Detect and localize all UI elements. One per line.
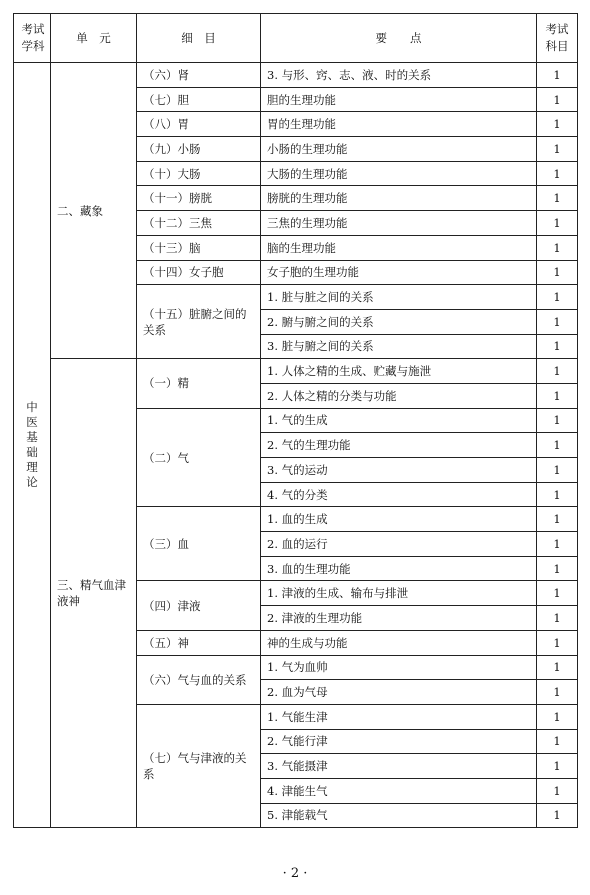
header-hours — [537, 14, 578, 63]
hours-cell: 1 — [537, 803, 578, 828]
hours-cell: 1 — [537, 334, 578, 359]
header-hours-text: 考试科目 — [545, 22, 569, 53]
detail-cell: （六）肾 — [137, 63, 261, 88]
hours-cell: 1 — [537, 137, 578, 162]
subject-cell — [14, 63, 51, 828]
table-header — [14, 14, 578, 63]
hours-cell: 1 — [537, 260, 578, 285]
hours-cell: 1 — [537, 211, 578, 236]
hours-cell: 1 — [537, 754, 578, 779]
page-number: · 2 · — [282, 866, 308, 881]
point-cell: 3. 气的运动 — [261, 458, 537, 483]
point-cell: 1. 人体之精的生成、贮藏与施泄 — [261, 359, 537, 384]
detail-cell: （五）神 — [137, 630, 261, 655]
syllabus-table — [13, 13, 578, 828]
point-cell: 2. 血的运行 — [261, 532, 537, 557]
detail-cell: （十四）女子胞 — [137, 260, 261, 285]
hours-cell: 1 — [537, 581, 578, 606]
hours-cell: 1 — [537, 606, 578, 631]
detail-cell: （七）胆 — [137, 87, 261, 112]
point-cell: 2. 人体之精的分类与功能 — [261, 383, 537, 408]
hours-cell: 1 — [537, 186, 578, 211]
point-cell: 3. 血的生理功能 — [261, 556, 537, 581]
table-body — [14, 63, 578, 828]
hours-cell: 1 — [537, 729, 578, 754]
point-cell: 小肠的生理功能 — [261, 137, 537, 162]
point-cell: 2. 血为气母 — [261, 680, 537, 705]
detail-cell: （六）气与血的关系 — [137, 655, 261, 704]
detail-cell: （八）胃 — [137, 112, 261, 137]
point-cell: 1. 脏与脏之间的关系 — [261, 285, 537, 310]
header-subject — [14, 14, 51, 63]
subject-name: 中医基础理论 — [26, 400, 38, 490]
hours-cell: 1 — [537, 63, 578, 88]
detail-cell: （四）津液 — [137, 581, 261, 630]
point-cell: 5. 津能载气 — [261, 803, 537, 828]
hours-cell: 1 — [537, 507, 578, 532]
unit-cell: 二、藏象 — [51, 63, 137, 359]
hours-cell: 1 — [537, 482, 578, 507]
point-cell: 胆的生理功能 — [261, 87, 537, 112]
table-row — [14, 359, 578, 384]
detail-cell: （十一）膀胱 — [137, 186, 261, 211]
detail-cell: （十）大肠 — [137, 161, 261, 186]
hours-cell: 1 — [537, 408, 578, 433]
point-cell: 2. 气的生理功能 — [261, 433, 537, 458]
point-cell: 3. 气能摄津 — [261, 754, 537, 779]
header-unit: 单 元 — [51, 14, 137, 63]
point-cell: 膀胱的生理功能 — [261, 186, 537, 211]
header-subject-text: 考试学科 — [21, 22, 45, 53]
hours-cell: 1 — [537, 655, 578, 680]
hours-cell: 1 — [537, 680, 578, 705]
point-cell: 1. 血的生成 — [261, 507, 537, 532]
hours-cell: 1 — [537, 285, 578, 310]
hours-cell: 1 — [537, 309, 578, 334]
detail-cell: （一）精 — [137, 359, 261, 408]
hours-cell: 1 — [537, 532, 578, 557]
detail-cell: （二）气 — [137, 408, 261, 507]
point-cell: 胃的生理功能 — [261, 112, 537, 137]
hours-cell: 1 — [537, 433, 578, 458]
hours-cell: 1 — [537, 235, 578, 260]
point-cell: 4. 气的分类 — [261, 482, 537, 507]
point-cell: 3. 脏与腑之间的关系 — [261, 334, 537, 359]
point-cell: 4. 津能生气 — [261, 778, 537, 803]
detail-cell: （十三）脑 — [137, 235, 261, 260]
point-cell: 女子胞的生理功能 — [261, 260, 537, 285]
point-cell: 脑的生理功能 — [261, 235, 537, 260]
hours-cell: 1 — [537, 704, 578, 729]
hours-cell: 1 — [537, 161, 578, 186]
point-cell: 神的生成与功能 — [261, 630, 537, 655]
unit-cell: 三、精气血津液神 — [51, 359, 137, 828]
point-cell: 3. 与形、窍、志、液、时的关系 — [261, 63, 537, 88]
point-cell: 大肠的生理功能 — [261, 161, 537, 186]
hours-cell: 1 — [537, 383, 578, 408]
detail-cell: （十二）三焦 — [137, 211, 261, 236]
point-cell: 1. 气能生津 — [261, 704, 537, 729]
point-cell: 1. 气的生成 — [261, 408, 537, 433]
point-cell: 2. 腑与腑之间的关系 — [261, 309, 537, 334]
point-cell: 1. 气为血帅 — [261, 655, 537, 680]
hours-cell: 1 — [537, 359, 578, 384]
point-cell: 2. 气能行津 — [261, 729, 537, 754]
hours-cell: 1 — [537, 112, 578, 137]
detail-cell: （九）小肠 — [137, 137, 261, 162]
point-cell: 1. 津液的生成、输布与排泄 — [261, 581, 537, 606]
header-points: 要 点 — [261, 14, 537, 63]
hours-cell: 1 — [537, 458, 578, 483]
hours-cell: 1 — [537, 87, 578, 112]
hours-cell: 1 — [537, 778, 578, 803]
hours-cell: 1 — [537, 556, 578, 581]
point-cell: 2. 津液的生理功能 — [261, 606, 537, 631]
hours-cell: 1 — [537, 630, 578, 655]
point-cell: 三焦的生理功能 — [261, 211, 537, 236]
table-row — [14, 63, 578, 88]
header-detail: 细 目 — [137, 14, 261, 63]
detail-cell: （三）血 — [137, 507, 261, 581]
detail-cell: （十五）脏腑之间的关系 — [137, 285, 261, 359]
detail-cell: （七）气与津液的关系 — [137, 704, 261, 827]
